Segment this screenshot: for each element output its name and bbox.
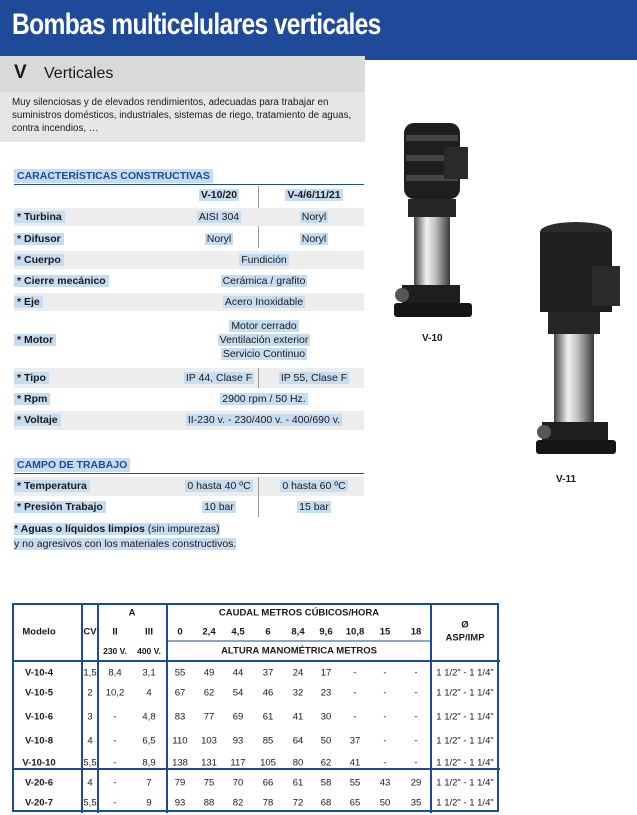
model-cell: V-10-8	[25, 735, 53, 747]
row-label: * Tipo	[14, 372, 49, 384]
head-cell: -	[414, 735, 418, 747]
head-cell: -	[383, 757, 387, 769]
amp-ii-cell: -	[113, 735, 117, 747]
head-cell: -	[414, 711, 418, 723]
note-line2: y no agresivos con los materiales constructivos.	[14, 538, 237, 550]
head-cell: 49	[203, 667, 215, 679]
row-label: * Difusor	[14, 233, 64, 245]
row-value: II-230 v. - 230/400 v. - 400/690 v.	[187, 414, 341, 426]
col-header-230v: 230 V.	[103, 646, 127, 656]
row-label: * Cierre mecánico	[14, 275, 109, 287]
asp-imp-cell: 1 1/2" - 1 1/4"	[436, 687, 494, 699]
head-cell: 50	[320, 735, 332, 747]
model-cell: V-10-5	[25, 687, 53, 699]
head-cell: 77	[203, 711, 215, 723]
asp-imp-cell: 1 1/2" - 1 1/4"	[436, 711, 494, 723]
head-cell: 66	[262, 777, 274, 789]
caracteristicas-divider	[14, 184, 364, 185]
model-cell: V-20-7	[25, 797, 53, 809]
cv-cell: 4	[87, 735, 93, 747]
head-cell: 69	[232, 711, 244, 723]
head-cell: 58	[320, 777, 332, 789]
head-cell: 88	[203, 797, 215, 809]
row-value-b: 0 hasta 60 ºC	[282, 480, 346, 492]
row-value-a: Noryl	[206, 233, 232, 245]
row-value: Acero Inoxidable	[224, 296, 304, 308]
head-cell: -	[414, 687, 418, 699]
campo-note	[14, 522, 236, 552]
head-cell: 32	[292, 687, 304, 699]
row-label: * Rpm	[14, 393, 50, 405]
asp-imp-cell: 1 1/2" - 1 1/4"	[436, 735, 494, 747]
intro-text-box	[0, 92, 365, 142]
col-header-asp: ASP/IMP	[445, 632, 485, 644]
row-value-a: 0 hasta 40 ºC	[187, 480, 251, 492]
series-code: V	[14, 62, 27, 83]
row-value: Fundición	[241, 254, 287, 266]
head-cell: 67	[174, 687, 186, 699]
row-value-a: IP 44, Clase F	[185, 372, 253, 384]
campo-divider	[14, 473, 364, 474]
flow-header: 6	[265, 626, 271, 638]
series-name: Verticales	[44, 65, 114, 82]
flow-header: 4,5	[231, 626, 245, 638]
note-bold: * Aguas o líquidos limpios	[14, 523, 145, 535]
head-cell: 64	[292, 735, 304, 747]
campo-heading: CAMPO DE TRABAJO	[14, 458, 130, 472]
head-cell: 41	[349, 757, 361, 769]
row-label: * Temperatura	[14, 480, 90, 492]
col-header-400v: 400 V.	[137, 646, 161, 656]
head-cell: 93	[232, 735, 244, 747]
head-cell: 46	[262, 687, 274, 699]
asp-imp-cell: 1 1/2" - 1 1/4"	[436, 667, 494, 679]
title-bar	[0, 0, 637, 60]
cv-cell: 1,5	[83, 667, 97, 679]
head-cell: -	[383, 667, 387, 679]
row-value-b: Noryl	[301, 211, 327, 223]
row-value: 2900 rpm / 50 Hz.	[222, 393, 306, 405]
row-value-b: IP 55, Clase F	[280, 372, 348, 384]
head-cell: 62	[203, 687, 215, 699]
cv-cell: 4	[87, 777, 93, 789]
row-label: * Voltaje	[14, 414, 61, 426]
head-cell: 17	[320, 667, 332, 679]
head-cell: 61	[292, 777, 304, 789]
head-cell: -	[353, 687, 357, 699]
head-cell: 50	[379, 797, 391, 809]
amp-iii-cell: 7	[146, 777, 152, 789]
head-cell: -	[414, 667, 418, 679]
amp-ii-cell: -	[113, 757, 117, 769]
row-value-line: Motor cerrado	[231, 320, 297, 332]
head-cell: 79	[174, 777, 186, 789]
asp-imp-cell: 1 1/2" - 1 1/4"	[436, 777, 494, 789]
amp-iii-cell: 3,1	[142, 667, 156, 679]
amp-iii-cell: 4	[146, 687, 152, 699]
col-header-b: V-4/6/11/21	[287, 189, 341, 201]
head-cell: -	[414, 757, 418, 769]
page-title: Bombas multicelulares verticales	[12, 8, 381, 41]
head-cell: 37	[349, 735, 361, 747]
head-cell: 82	[232, 797, 244, 809]
head-cell: 103	[201, 735, 217, 747]
col-header-modelo: Modelo	[22, 626, 56, 638]
amp-iii-cell: 9	[146, 797, 152, 809]
head-cell: 43	[379, 777, 391, 789]
head-cell: 78	[262, 797, 274, 809]
col-header-altura: ALTURA MANOMÉTRICA METROS	[221, 645, 377, 657]
amp-ii-cell: -	[113, 777, 117, 789]
head-cell: 24	[292, 667, 304, 679]
head-cell: 29	[410, 777, 422, 789]
cv-cell: 5,5	[83, 757, 97, 769]
head-cell: 23	[320, 687, 332, 699]
row-value-b: 15 bar	[299, 501, 329, 513]
head-cell: 70	[232, 777, 244, 789]
amp-ii-cell: 8,4	[108, 667, 122, 679]
flow-header: 2,4	[202, 626, 216, 638]
head-cell: 30	[320, 711, 332, 723]
head-cell: 131	[201, 757, 217, 769]
flow-header: 0	[177, 626, 183, 638]
amp-iii-cell: 4,8	[142, 711, 156, 723]
head-cell: 83	[174, 711, 186, 723]
flow-header: 15	[379, 626, 391, 638]
row-label: * Cuerpo	[14, 254, 64, 266]
row-value-line: Ventilación exterior	[219, 334, 309, 346]
head-cell: 85	[262, 735, 274, 747]
head-cell: 41	[292, 711, 304, 723]
intro-text: Muy silenciosas y de elevados rendimientos, adecuadas para trabajar en suministros domésticos, industriales, sistemas de riego, tratamiento de aguas, contra incendios, …	[12, 97, 352, 134]
row-label: * Turbina	[14, 211, 65, 223]
head-cell: 44	[232, 667, 244, 679]
head-cell: 117	[230, 757, 246, 769]
head-cell: 37	[262, 667, 274, 679]
caracteristicas-col-header	[14, 189, 364, 203]
flow-header: 9,6	[319, 626, 333, 638]
pump-v11-image	[528, 218, 624, 458]
row-value-line: Servicio Continuo	[222, 348, 306, 360]
asp-imp-cell: 1 1/2" - 1 1/4"	[436, 757, 494, 769]
col-header-caudal: CAUDAL METROS CÚBICOS/HORA	[218, 607, 380, 619]
head-cell: 55	[349, 777, 361, 789]
model-cell: V-10-10	[22, 757, 56, 769]
head-cell: 35	[410, 797, 422, 809]
model-cell: V-20-6	[25, 777, 53, 789]
head-cell: -	[353, 711, 357, 723]
col-header-ii: II	[112, 626, 118, 638]
amp-ii-cell: 10,2	[105, 687, 125, 699]
caracteristicas-heading: CARACTERÍSTICAS CONSTRUCTIVAS	[14, 169, 213, 183]
cv-cell: 2	[87, 687, 93, 699]
amp-ii-cell: -	[113, 711, 117, 723]
image-caption-v11: V-11	[556, 474, 577, 485]
head-cell: 62	[320, 757, 332, 769]
head-cell: 93	[174, 797, 186, 809]
row-value-a: 10 bar	[204, 501, 234, 513]
head-cell: 110	[172, 735, 188, 747]
pump-v10-image	[378, 115, 484, 327]
col-header-iii: III	[145, 626, 153, 638]
model-cell: V-10-4	[25, 667, 53, 679]
head-cell: -	[383, 711, 387, 723]
row-label: * Eje	[14, 296, 43, 308]
col-header-a: A	[128, 607, 136, 619]
amp-ii-cell: -	[113, 797, 117, 809]
row-value: Cerámica / grafito	[222, 275, 306, 287]
asp-imp-cell: 1 1/2" - 1 1/4"	[436, 797, 494, 809]
head-cell: 75	[203, 777, 215, 789]
head-cell: 105	[260, 757, 276, 769]
image-caption-v10: V-10	[422, 333, 443, 344]
col-header-cv: CV	[83, 626, 97, 638]
amp-iii-cell: 6,5	[142, 735, 156, 747]
head-cell: 72	[292, 797, 304, 809]
flow-header: 8,4	[291, 626, 305, 638]
head-cell: 65	[349, 797, 361, 809]
head-cell: -	[383, 735, 387, 747]
head-cell: 55	[174, 667, 186, 679]
row-motor	[14, 320, 364, 364]
head-cell: 61	[262, 711, 274, 723]
amp-iii-cell: 8,9	[142, 757, 156, 769]
col-header-a: V-10/20	[200, 189, 238, 201]
subtitle-bar	[0, 56, 365, 92]
cv-cell: 3	[87, 711, 93, 723]
head-cell: 80	[292, 757, 304, 769]
row-value-b: Noryl	[301, 233, 327, 245]
row-label: * Presión Trabajo	[14, 501, 106, 513]
cv-cell: 5,5	[83, 797, 97, 809]
head-cell: -	[353, 667, 357, 679]
model-cell: V-10-6	[25, 711, 53, 723]
head-cell: 68	[320, 797, 332, 809]
head-cell: -	[383, 687, 387, 699]
row-label: * Motor	[14, 334, 56, 346]
head-cell: 54	[232, 687, 244, 699]
note-rest: (sin impurezas)	[144, 523, 220, 535]
col-header-phi: Ø	[461, 619, 469, 631]
flow-header: 18	[410, 626, 422, 638]
head-cell: 138	[172, 757, 188, 769]
row-value-a: AISI 304	[198, 211, 240, 223]
flow-header: 10,8	[345, 626, 365, 638]
